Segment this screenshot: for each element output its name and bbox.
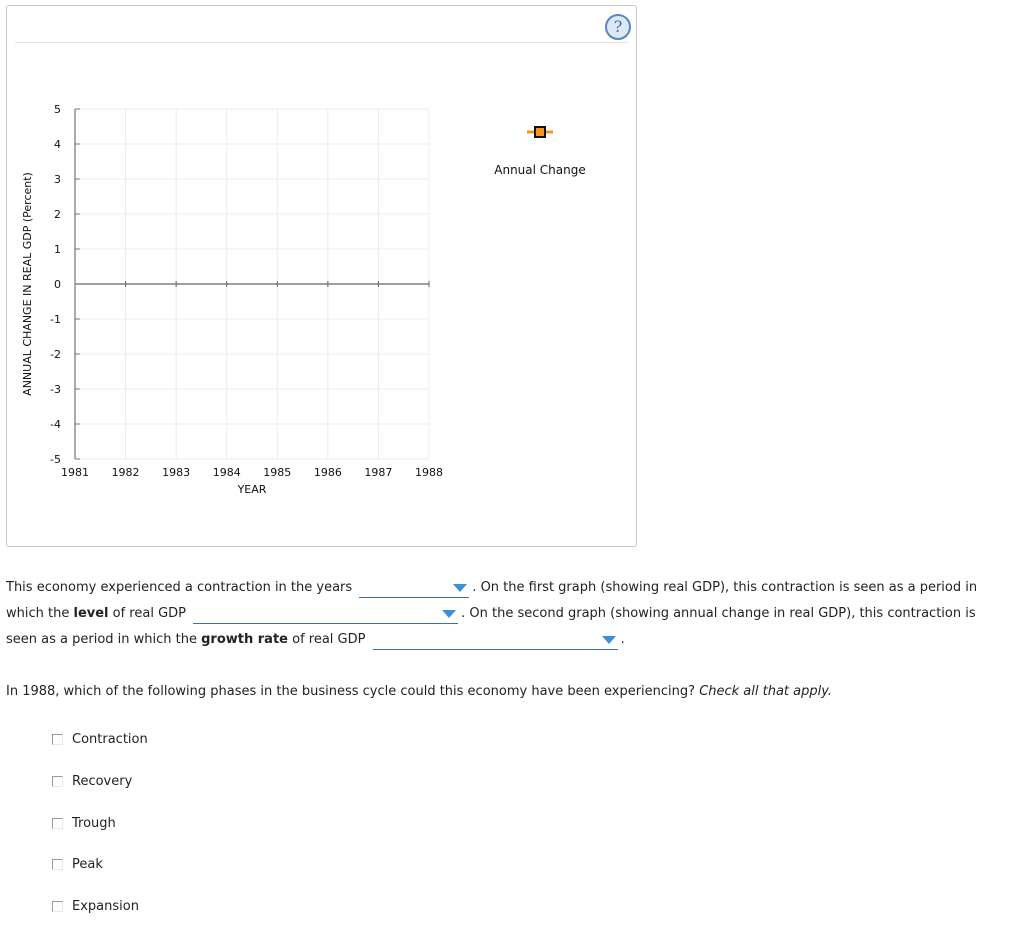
sentence-text: which the [6,606,74,621]
bold-text: level [73,606,109,621]
legend-marker [535,127,545,137]
legend-label: Annual Change [494,163,586,177]
sentence-line-1 [6,575,1016,601]
chevron-down-icon [453,584,467,592]
option-label: Trough [72,816,116,831]
gdp-level-dropdown[interactable] [193,603,458,624]
graph-panel [6,5,637,547]
bold-text: growth rate [201,632,288,647]
option-trough[interactable] [52,816,116,834]
question-instruction: Check all that apply. [699,684,833,699]
option-peak[interactable] [52,857,103,875]
y-tick-label: -3 [50,383,61,396]
y-tick-label: -1 [50,313,61,326]
checkbox[interactable] [52,818,63,829]
option-contraction[interactable] [52,732,148,750]
y-tick-label: -4 [50,418,61,431]
x-axis-label: YEAR [237,483,267,496]
question-text [6,684,832,699]
y-tick-label: 3 [54,173,61,186]
sentence-text: This economy experienced a contraction in the years [6,580,353,595]
help-icon[interactable]: ? [605,14,631,40]
checkbox[interactable] [52,859,63,870]
option-label: Contraction [72,732,148,747]
chevron-down-icon [602,636,616,644]
chevron-down-icon [442,610,456,618]
y-tick-label: 5 [54,103,61,116]
x-tick-label: 1986 [313,466,342,479]
y-tick-label: -2 [50,348,61,361]
option-label: Expansion [72,899,139,914]
sentence-line-2 [6,601,1016,627]
checkbox[interactable] [52,734,63,745]
x-tick-label: 1981 [61,466,89,479]
x-tick-label: 1983 [162,466,191,479]
sentence-text: seen as a period in which the [6,632,202,647]
sentence-line-3 [6,627,1016,653]
sentence-text: . [620,632,625,647]
x-tick-label: 1984 [212,466,241,479]
y-axis-label: ANNUAL CHANGE IN REAL GDP (Percent) [21,172,34,396]
y-tick-label: 2 [54,208,61,221]
checkbox[interactable] [52,901,63,912]
x-tick-label: 1988 [415,466,443,479]
y-tick-label: -5 [50,453,61,466]
checkbox[interactable] [52,776,63,787]
sentence-text: of real GDP [108,606,187,621]
y-tick-label: 1 [54,243,61,256]
option-label: Recovery [72,774,133,789]
sentence-text: . On the first graph (showing real GDP), this contraction is seen as a period in [472,580,978,595]
x-tick-label: 1985 [263,466,292,479]
x-tick-label: 1982 [111,466,140,479]
option-expansion[interactable] [52,899,139,917]
contraction-years-dropdown[interactable] [359,577,469,598]
sentence-text: . On the second graph (showing annual change in real GDP), this contraction is [461,606,976,621]
question-prompt: In 1988, which of the following phases in the business cycle could this economy have been experiencing? [6,684,696,699]
option-label: Peak [72,857,103,872]
sentence-text: of real GDP [287,632,366,647]
y-tick-label: 4 [54,138,61,151]
x-tick-label: 1987 [364,466,393,479]
y-tick-label: 0 [54,278,61,291]
option-recovery[interactable] [52,774,132,792]
annual-change-chart [7,6,638,548]
growth-rate-dropdown[interactable] [373,629,618,650]
